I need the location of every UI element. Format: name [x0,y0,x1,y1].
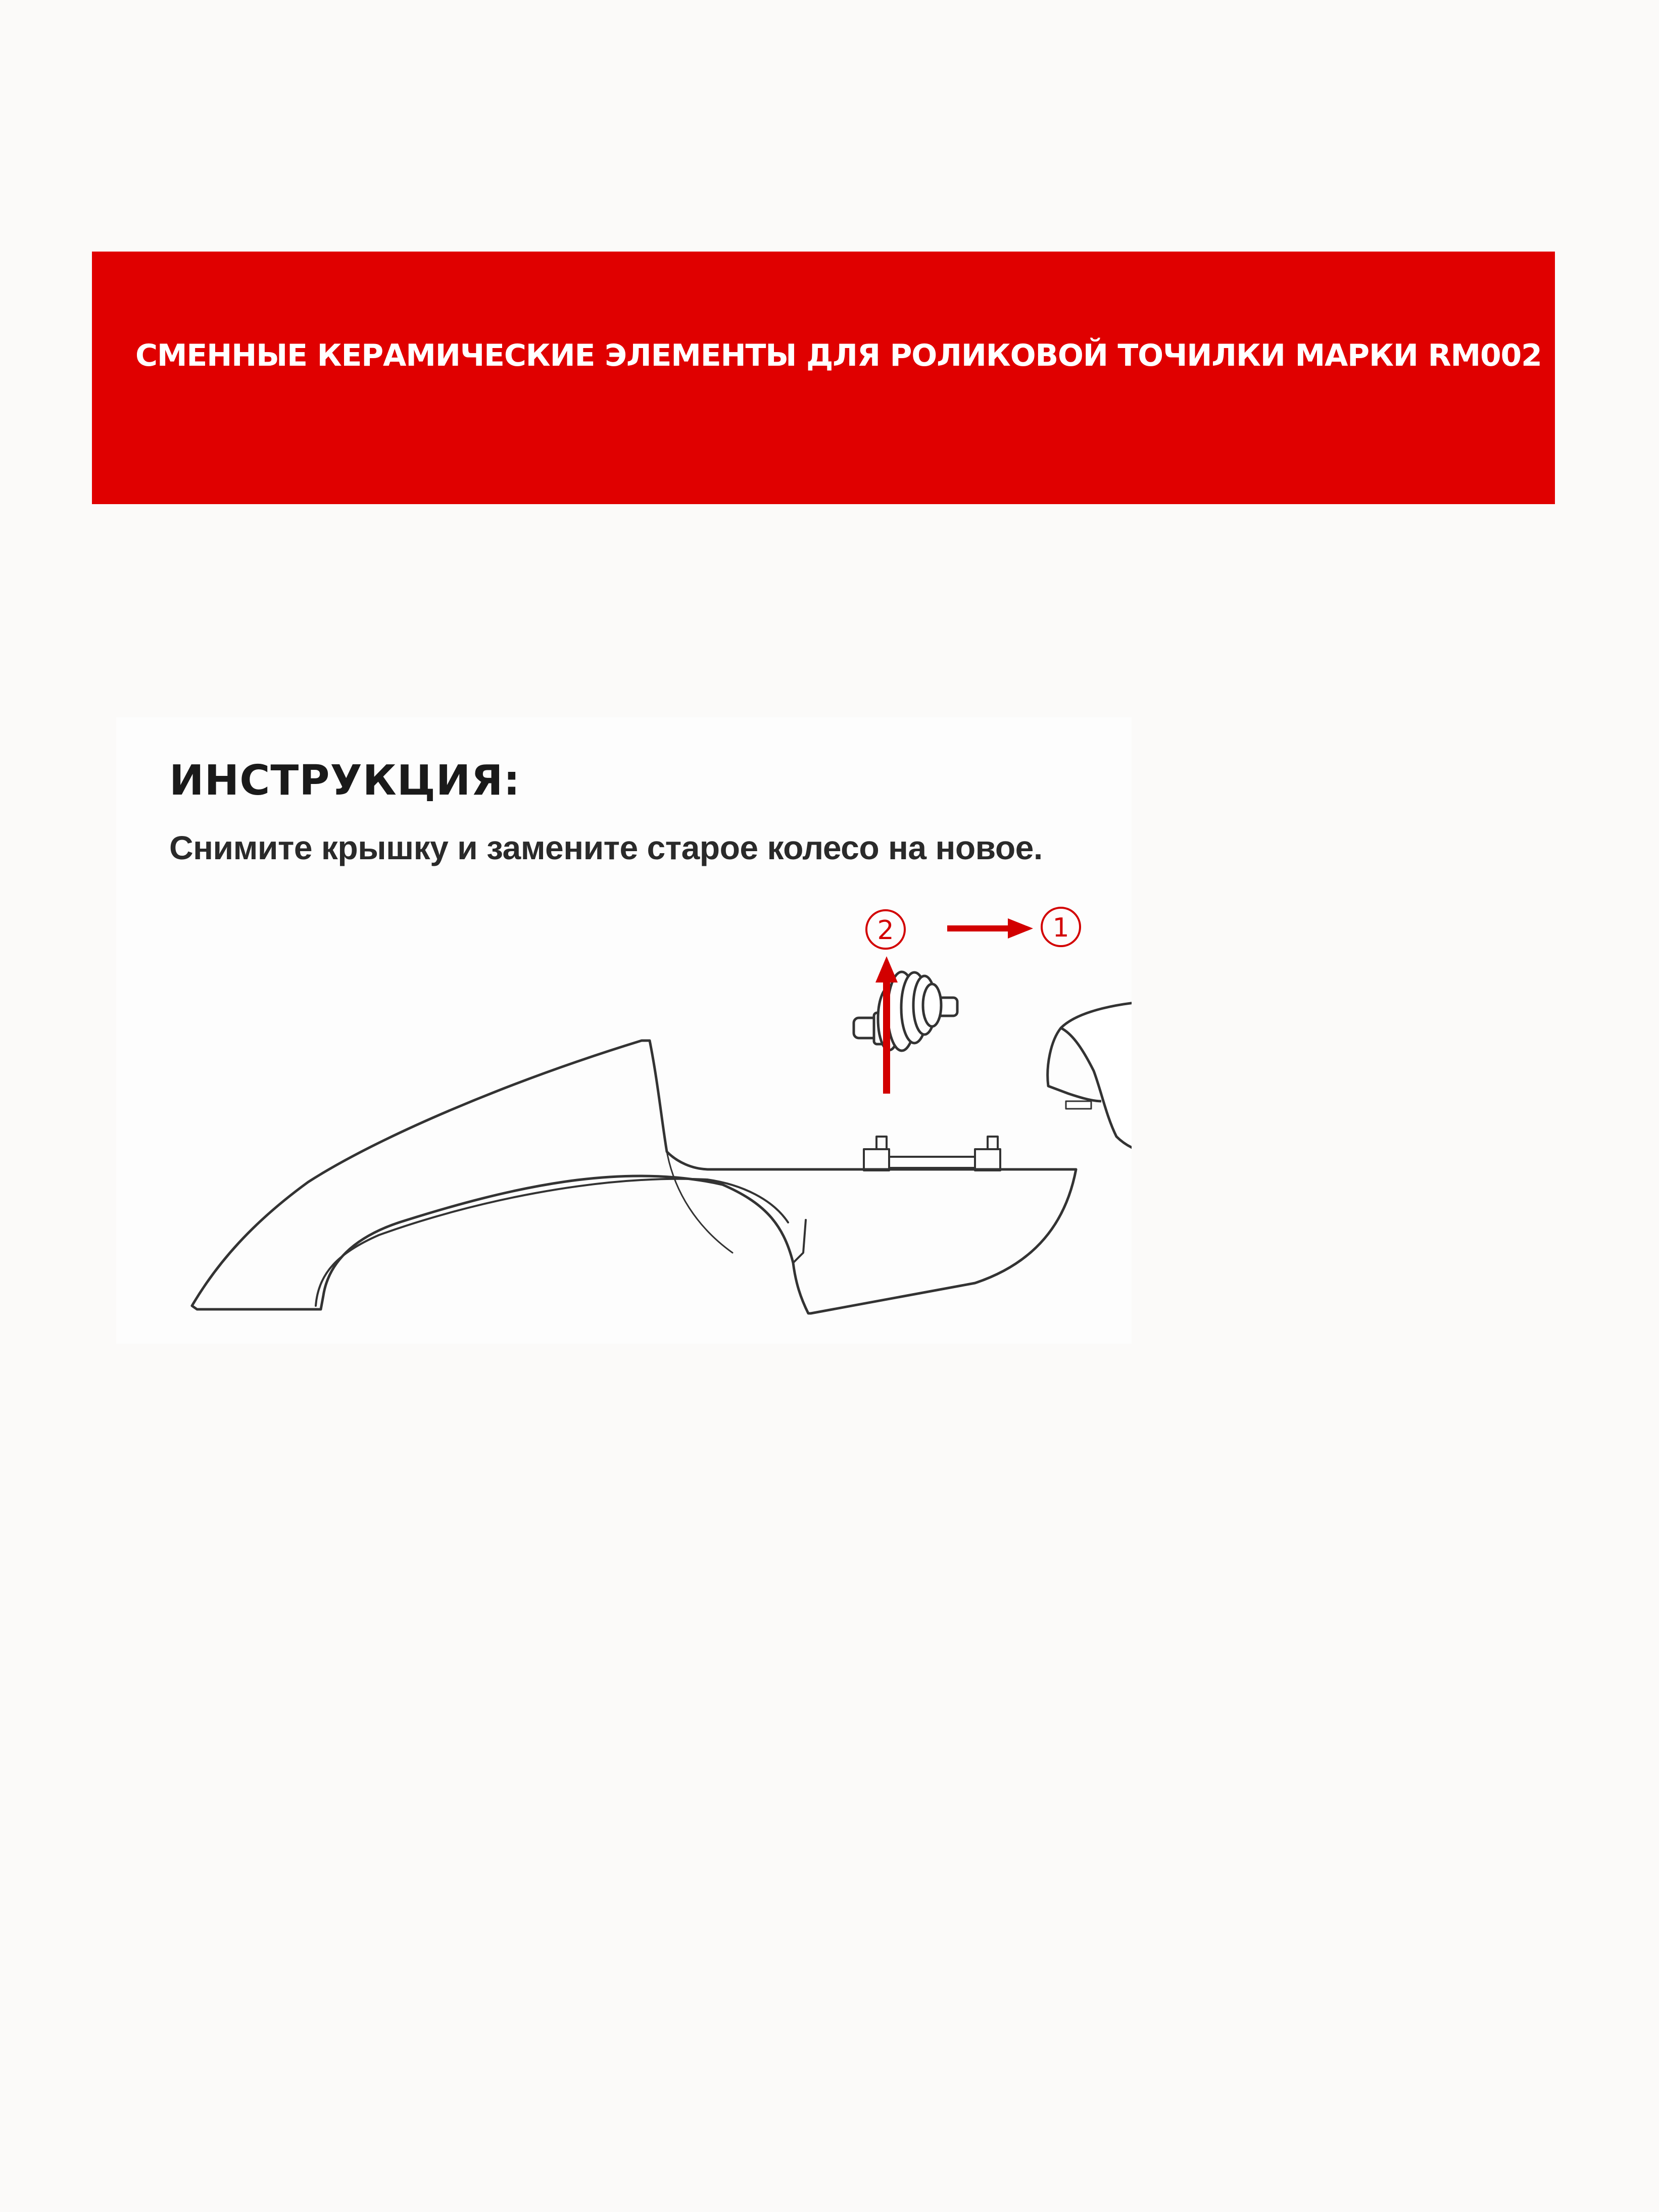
cover-icon [1048,1000,1132,1155]
sharpener-body-icon [192,1041,1076,1313]
svg-text:2: 2 [877,915,894,946]
banner-title: СМЕННЫЕ КЕРАМИЧЕСКИЕ ЭЛЕМЕНТЫ ДЛЯ РОЛИКОВОЙ ТОЧИЛКИ МАРКИ RM002 [135,338,1542,373]
assembly-diagram [116,717,1132,1344]
ceramic-wheel-icon [854,972,957,1051]
instruction-panel [116,717,1132,1344]
instruction-text: Снимите крышку и замените старое колесо на новое. [169,829,1043,866]
step-2-marker [866,910,905,949]
instruction-heading: ИНСТРУКЦИЯ: [169,757,521,805]
arrow-right-icon [947,918,1033,939]
header-banner [92,252,1555,504]
step-1-marker [1042,908,1080,946]
svg-text:1: 1 [1052,913,1069,943]
